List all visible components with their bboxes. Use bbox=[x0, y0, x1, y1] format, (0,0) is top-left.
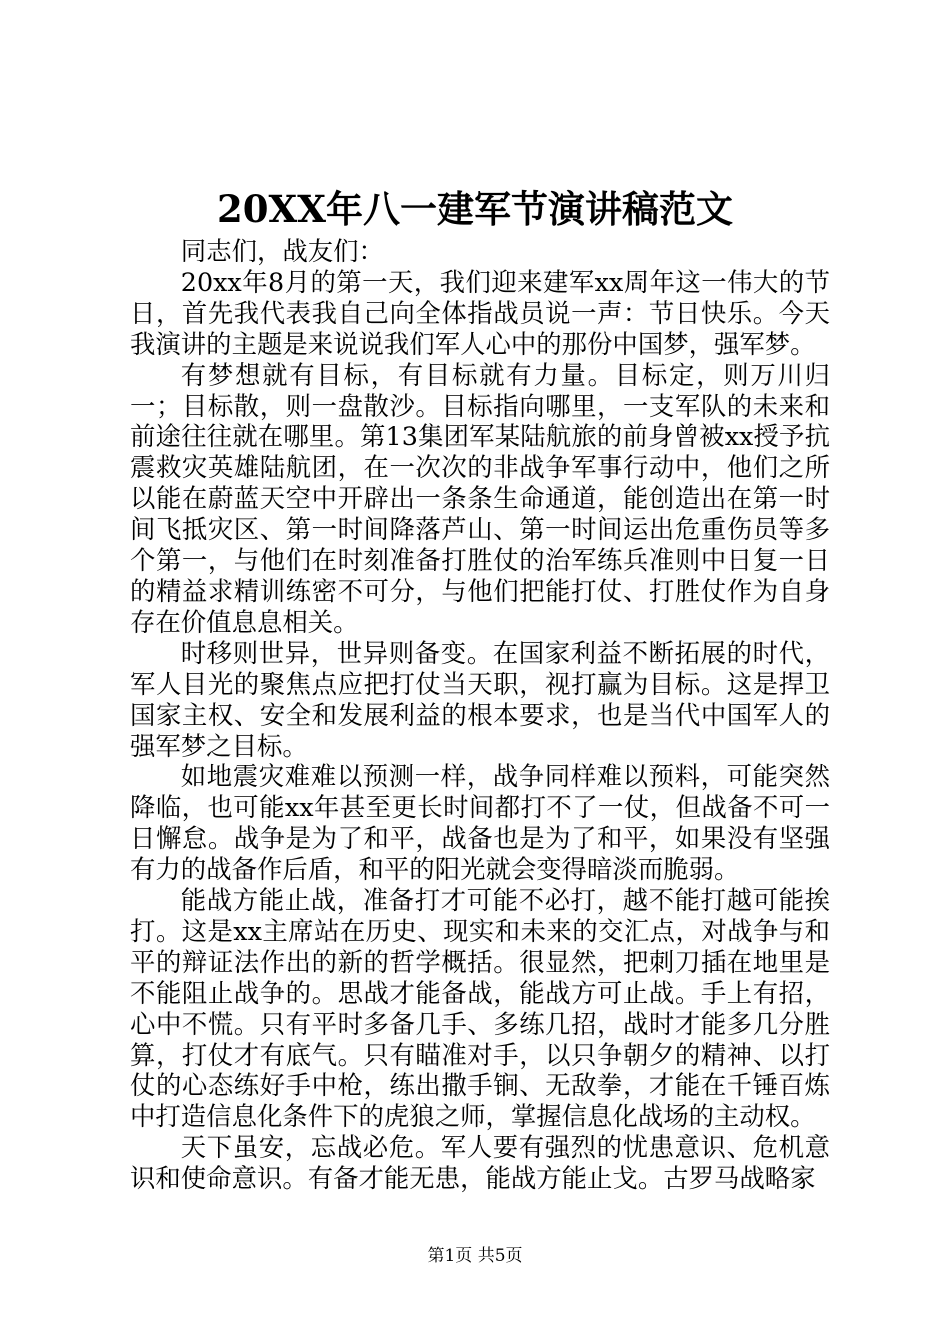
document-body bbox=[130, 236, 830, 1194]
salutation-paragraph: 同志们，战友们： bbox=[180, 236, 384, 266]
body-paragraph: 能战方能止战，准备打才可能不必打，越不能打越可能挨打。这是xx主席站在历史、现实和未来的交汇点，对战争与和平的辩证法作出的新的哲学概括。很显然，把刺刀插在地里是不能阻止战争的。思战才能备战，能战方可止战。手上有招，心中不慌。只有平时多备几手、多练几招，战时才能多几分胜算，打仗才有底气。只有瞄准对手，以只争朝夕的精神、以打仗的心态练好手中枪，练出撒手锏、无敌拳，才能在千锤百炼中打造信息化条件下的虎狼之师，掌握信息化战场的主动权。 bbox=[130, 885, 830, 1132]
body-paragraph: 20xx年8月的第一天，我们迎来建军xx周年这一伟大的节日，首先我代表我自己向全体指战员说一声：节日快乐。今天我演讲的主题是来说说我们军人心中的那份中国梦，强军梦。 bbox=[130, 266, 830, 359]
document-title: 20XX年八一建军节演讲稿范文 bbox=[217, 187, 733, 231]
body-paragraph: 有梦想就有目标，有目标就有力量。目标定，则万川归一；目标散，则一盘散沙。目标指向哪里，一支军队的未来和前途往往就在哪里。第13集团军某陆航旅的前身曾被xx授予抗震救灾英雄陆航团，在一次次的非战争军事行动中，他们之所以能在蔚蓝天空中开辟出一条条生命通道，能创造出在第一时间飞抵灾区、第一时间降落芦山、第一时间运出危重伤员等多个第一，与他们在时刻准备打胜仗的治军练兵准则中日复一日的精益求精训练密不可分，与他们把能打仗、打胜仗作为自身存在价值息息相关。 bbox=[130, 359, 830, 637]
body-paragraph: 如地震灾难难以预测一样，战争同样难以预料，可能突然降临，也可能xx年甚至更长时间都打不了一仗，但战备不可一日懈怠。战争是为了和平，战备也是为了和平，如果没有坚强有力的战备作后盾，和平的阳光就会变得暗淡而脆弱。 bbox=[130, 761, 830, 885]
page-number-footer: 第1页 共5页 bbox=[427, 1246, 523, 1266]
body-paragraph: 天下虽安，忘战必危。军人要有强烈的忧患意识、危机意识和使命意识。有备才能无患，能战方能止戈。古罗马战略家 bbox=[130, 1132, 830, 1194]
body-paragraph: 时移则世异，世异则备变。在国家利益不断拓展的时代，军人目光的聚焦点应把打仗当天职，视打赢为目标。这是捍卫国家主权、安全和发展利益的根本要求，也是当代中国军人的强军梦之目标。 bbox=[130, 637, 830, 761]
